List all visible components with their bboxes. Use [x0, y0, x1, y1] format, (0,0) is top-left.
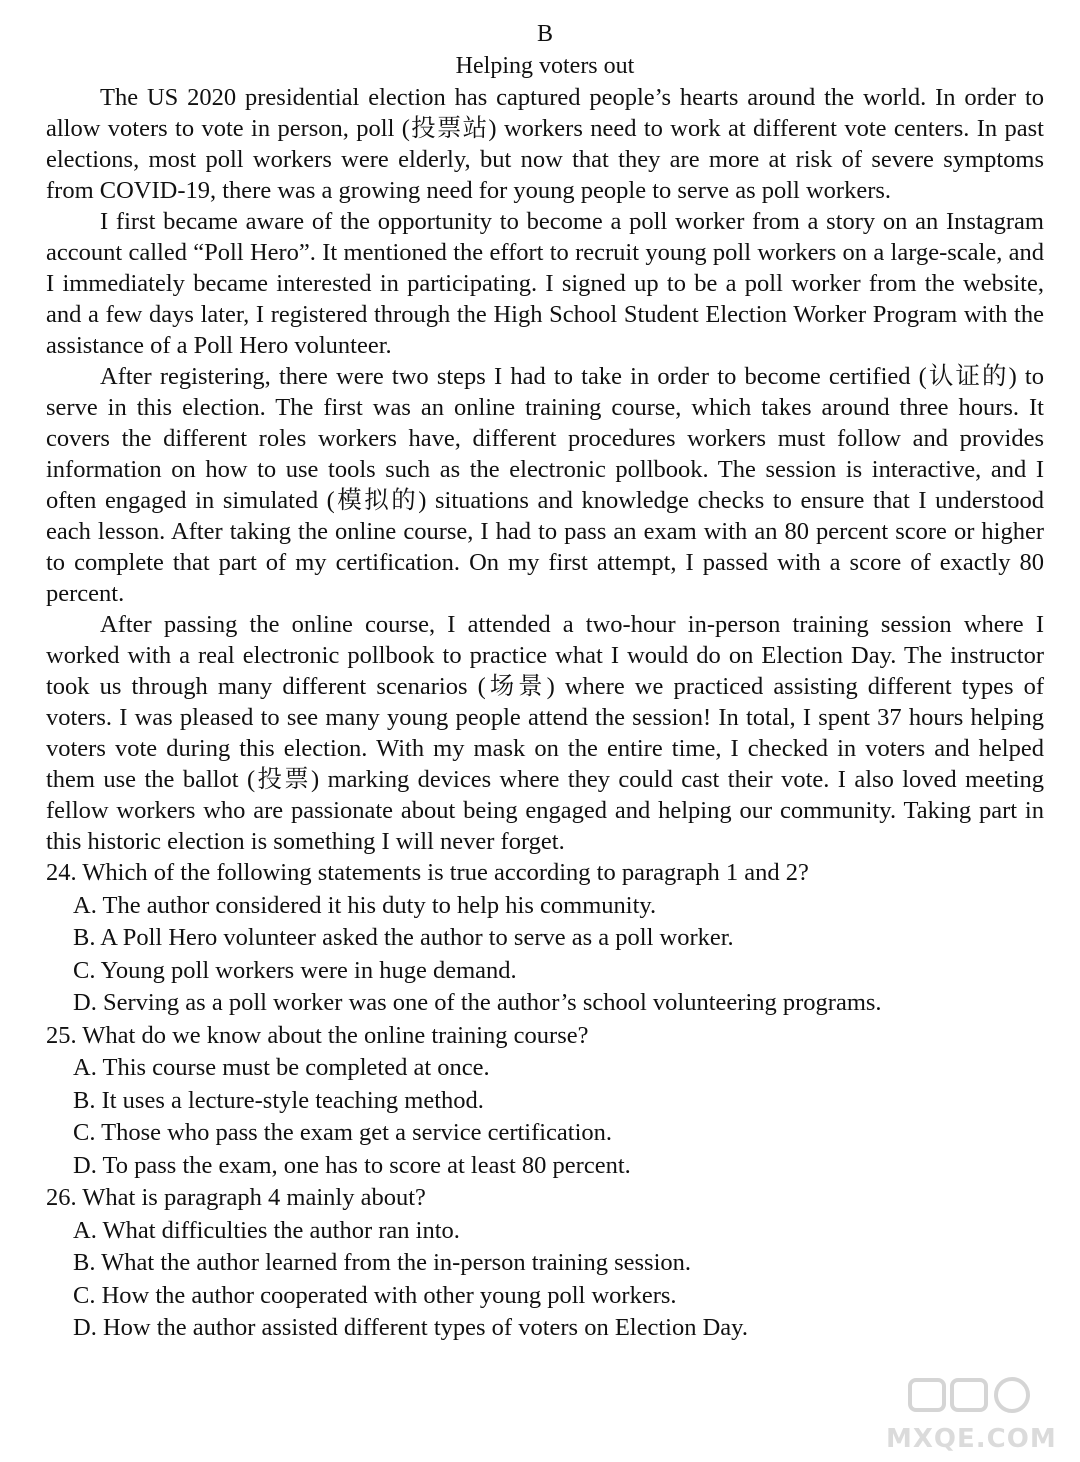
option-d: D. To pass the exam, one has to score at least 80 percent. [73, 1151, 631, 1179]
option-c: C. How the author cooperated with other young poll workers. [73, 1281, 677, 1309]
option-d: D. How the author assisted different types of voters on Election Day. [73, 1314, 748, 1341]
paragraph-3: After registering, there were two steps I had to take in order to become certified (认证的) to serve in this election. The first was an online training course, which takes around three hours. It covers the different roles workers have, different procedures workers must follow and provides information on how to use tools such as the electronic pollbook. The session is interactive, and I often engaged in simulated (模拟的) situations and knowledge checks to ensure that I understood each lesson. After taking the online course, I had to pass an exam with an 80 percent score or higher to complete that part of my certification. On my first attempt, I passed with a score of exactly 80 percent. [46, 363, 1044, 607]
question-25 [46, 1020, 1044, 1183]
option-b: B. A Poll Hero volunteer asked the author to serve as a poll worker. [73, 924, 734, 951]
question-list [46, 857, 1044, 1345]
option-a: A. The author considered it his duty to help his community. [73, 891, 657, 919]
question-24 [46, 857, 1044, 1020]
paragraph-2: I first became aware of the opportunity to become a poll worker from a story on an Instagram account called “Poll Hero”. It mentioned the effort to recruit young poll workers on a large-scale, and I immediately became interested in participating. I signed up to be a poll worker from the website, and a few days later, I registered through the High School Student Election Worker Program with the assistance of a Poll Hero volunteer. [46, 208, 1044, 359]
section-letter: B [536, 21, 553, 47]
option-b: B. What the author learned from the in-person training session. [73, 1249, 692, 1276]
option-a: A. What difficulties the author ran into. [73, 1216, 460, 1244]
option-d: D. Serving as a poll worker was one of the author’s school volunteering programs. [73, 989, 882, 1016]
question-stem: 25. What do we know about the online training course? [46, 1021, 589, 1049]
passage-body [46, 82, 1044, 857]
passage-title: Helping voters out [455, 53, 635, 79]
paragraph-4: After passing the online course, I attended a two-hour in-person training session where I worked with a real electronic pollbook to practice what I would do on Election Day. The instructor took us through many different scenarios (场景) where we practiced assisting different types of voters. I was pleased to see many young people attend the session! In total, I spent 37 hours helping voters vote during this election. With my mask on the entire time, I checked in voters and helped them use the ballot (投票) marking devices where they could cast their vote. I also loved meeting fellow workers who are passionate about being engaged and helping our community. Taking part in this historic election is something I will never forget. [46, 611, 1044, 855]
option-a: A. This course must be completed at once. [73, 1054, 490, 1081]
watermark-logo-icon [906, 1374, 1036, 1416]
option-b: B. It uses a lecture-style teaching method. [73, 1086, 484, 1114]
site-watermark [886, 1374, 1056, 1454]
option-c: C. Young poll workers were in huge demand. [73, 956, 517, 984]
document-page [46, 18, 1044, 1345]
watermark-text: MXQE.COM [886, 1424, 1057, 1454]
question-stem: 24. Which of the following statements is true according to paragraph 1 and 2? [46, 859, 809, 886]
option-c: C. Those who pass the exam get a service certification. [73, 1119, 613, 1146]
question-stem: 26. What is paragraph 4 mainly about? [46, 1184, 426, 1211]
question-26 [46, 1182, 1044, 1345]
paragraph-1: The US 2020 presidential election has captured people’s hearts around the world. In order to allow voters to vote in person, poll (投票站) workers need to work at different vote centers. In past elections, most poll workers were elderly, but now that they are more at risk of severe symptoms from COVID-19, there was a growing need for young people to serve as poll workers. [46, 84, 1044, 204]
